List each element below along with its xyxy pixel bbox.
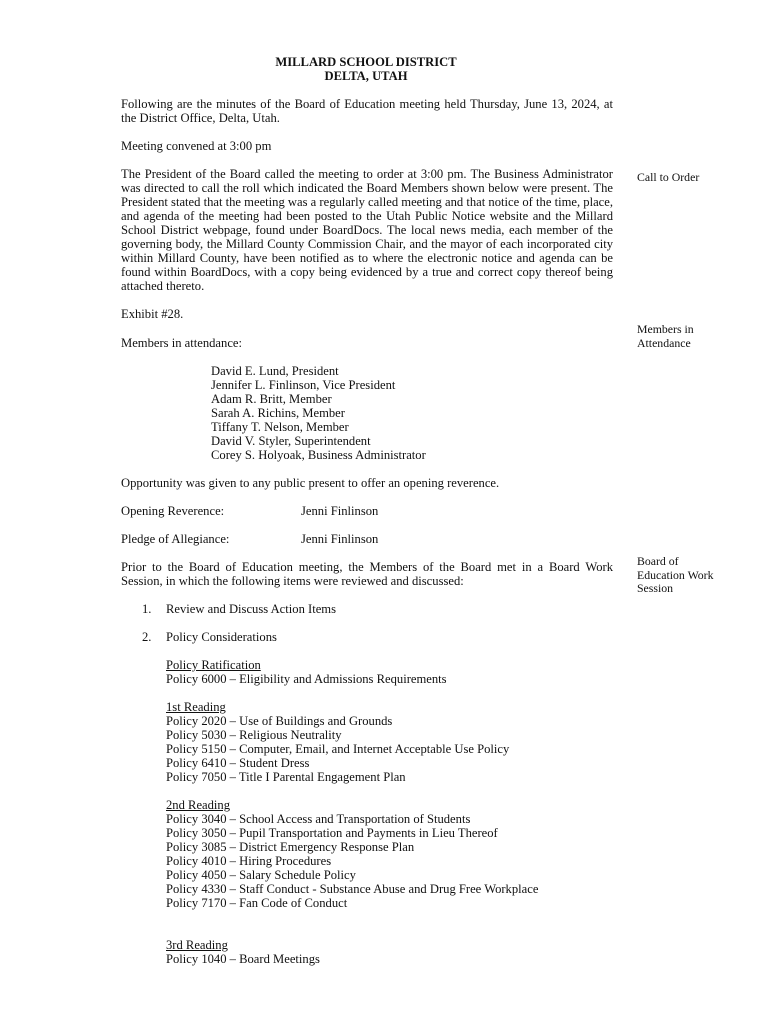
section-heading: 2nd Reading (166, 798, 231, 812)
policy-item: Policy 4050 – Salary Schedule Policy (166, 868, 356, 882)
member-item: David V. Styler, Superintendent (211, 434, 371, 448)
section-heading: Policy Ratification (166, 658, 261, 672)
policy-ratification-section (166, 658, 626, 686)
list-number: 2. (142, 630, 152, 644)
section-heading: 3rd Reading (166, 938, 228, 952)
policy-item: Policy 4330 – Staff Conduct - Substance Abuse and Drug Free Workplace (166, 882, 539, 896)
list-item: Policy Considerations (166, 630, 277, 644)
policy-item: Policy 7050 – Title I Parental Engagement Plan (166, 770, 406, 784)
work-session-paragraph: Prior to the Board of Education meeting, the Members of the Board met in a Board Work Session, in which the following items were reviewed and discussed: (121, 560, 613, 588)
meeting-convened: Meeting convened at 3:00 pm (121, 139, 272, 153)
first-reading-section (166, 700, 626, 784)
policy-item: Policy 7170 – Fan Code of Conduct (166, 896, 348, 910)
margin-note-members (637, 323, 747, 350)
call-to-order-paragraph: The President of the Board called the meeting to order at 3:00 pm. The Business Administrator was directed to call the roll which indicated the Board Members shown below were present. The President stated that the meeting was a regularly called meeting and that notice of the time, place, and agenda of the meeting had been posted to the Utah Public Notice website and the Millard School District webpage, found under BoardDocs. The local news media, each member of the governing body, the Millard County Commission Chair, and the mayor of each incorporated city within Millard County, have been notified as to where the electronic notice and agenda can be found within BoardDocs, with a copy being evidenced by a true and correct copy thereof being attached thereto. (121, 167, 613, 293)
district-location: DELTA, UTAH (324, 69, 408, 83)
opening-reverence-label: Opening Reverence: (121, 504, 225, 518)
pledge-value: Jenni Finlinson (301, 532, 379, 546)
policy-item: Policy 3050 – Pupil Transportation and Payments in Lieu Thereof (166, 826, 498, 840)
member-item: Tiffany T. Nelson, Member (211, 420, 349, 434)
attendance-heading: Members in attendance: (121, 336, 242, 350)
member-item: Jennifer L. Finlinson, Vice President (211, 378, 396, 392)
member-item: David E. Lund, President (211, 364, 339, 378)
margin-note-work-session (637, 555, 747, 596)
members-list (211, 364, 571, 462)
margin-note-call-to-order: Call to Order (637, 170, 700, 184)
margin-note-line: Attendance (637, 335, 691, 350)
policy-item: Policy 5150 – Computer, Email, and Internet Acceptable Use Policy (166, 742, 510, 756)
pledge-label: Pledge of Allegiance: (121, 532, 230, 546)
reverence-opportunity: Opportunity was given to any public present to offer an opening reverence. (121, 476, 500, 490)
margin-note-line: Education Work (637, 567, 714, 582)
third-reading-section (166, 938, 626, 966)
policy-item: Policy 5030 – Religious Neutrality (166, 728, 342, 742)
policy-item: Policy 4010 – Hiring Procedures (166, 854, 332, 868)
member-item: Adam R. Britt, Member (211, 392, 332, 406)
section-heading: 1st Reading (166, 700, 226, 714)
policy-item: Policy 3040 – School Access and Transportation of Students (166, 812, 471, 826)
member-item: Sarah A. Richins, Member (211, 406, 345, 420)
margin-note-line: Board of (637, 554, 679, 568)
policy-item: Policy 2020 – Use of Buildings and Grounds (166, 714, 393, 728)
exhibit-reference: Exhibit #28. (121, 307, 184, 321)
policy-item: Policy 1040 – Board Meetings (166, 952, 320, 966)
list-number: 1. (142, 602, 152, 616)
district-title: MILLARD SCHOOL DISTRICT (275, 55, 457, 69)
margin-note-line: Session (637, 581, 674, 595)
policy-item: Policy 6410 – Student Dress (166, 756, 310, 770)
second-reading-section (166, 798, 626, 910)
margin-note-line: Members in (637, 322, 694, 336)
opening-reverence-value: Jenni Finlinson (301, 504, 379, 518)
intro-paragraph: Following are the minutes of the Board of Education meeting held Thursday, June 13, 2024, at the District Office, Delta, Utah. (121, 97, 613, 125)
member-item: Corey S. Holyoak, Business Administrator (211, 448, 426, 462)
policy-item: Policy 3085 – District Emergency Response Plan (166, 840, 415, 854)
policy-item: Policy 6000 – Eligibility and Admissions Requirements (166, 672, 447, 686)
list-item: Review and Discuss Action Items (166, 602, 336, 616)
